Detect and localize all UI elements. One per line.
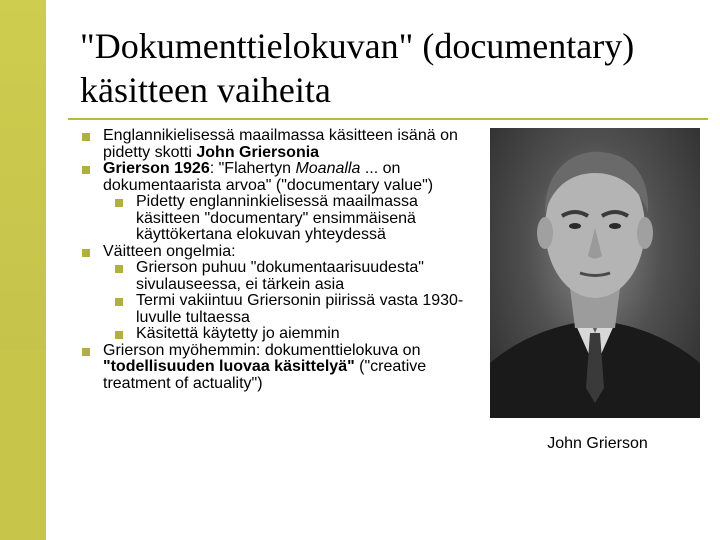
bullet-square-icon <box>115 298 123 306</box>
bullet-text: Grierson myöhemmin: dokumenttielokuva on <box>103 341 421 359</box>
slide-title <box>80 24 700 112</box>
bullet-square-icon <box>82 166 90 174</box>
sub-bullet-item <box>115 293 482 326</box>
bullet-square-icon <box>115 265 123 273</box>
photo-caption: John Grierson <box>547 435 648 452</box>
bullet-text: ... on dokumentaarista arvoa" ("documentary value") <box>103 160 434 194</box>
bullet-text: Käsitettä käytetty jo aiemmin <box>136 325 340 342</box>
bullet-text: Grierson puhuu "dokumentaarisuudesta" sivulauseessa, ei tärkein asia <box>136 259 424 293</box>
bullet-text: Väitteen ongelmia: <box>103 242 236 260</box>
bullet-list <box>82 128 482 392</box>
title-divider <box>68 118 708 120</box>
bullet-square-icon <box>82 249 90 257</box>
bullet-item <box>82 244 482 261</box>
sub-bullet-item <box>115 326 482 343</box>
bullet-square-icon <box>82 133 90 141</box>
bullet-square-icon <box>82 348 90 356</box>
bullet-text: Moanalla <box>295 160 361 177</box>
bullet-text: Pidetty englanninkielisessä maailmassa käsitteen "documentary" ensimmäisenä käyttökertana elokuvan yhteydessä <box>136 193 418 243</box>
bullet-text: Termi vakiintuu Griersonin piirissä vasta 1930-luvulle tultaessa <box>136 292 464 326</box>
side-accent-bar-top <box>0 0 46 350</box>
bullet-square-icon <box>115 199 123 207</box>
bullet-square-icon <box>115 331 123 339</box>
bullet-item <box>82 128 482 161</box>
side-accent-bar <box>0 0 46 540</box>
sub-bullet-item <box>115 194 482 244</box>
bullet-item <box>82 343 482 393</box>
portrait-photo <box>490 128 700 418</box>
bullet-text: : "Flahertyn <box>209 160 296 177</box>
portrait-illustration <box>490 128 700 418</box>
slide-title-line-1: "Dokumenttielokuvan" (documentary) <box>80 26 635 66</box>
bullet-text: "todellisuuden luovaa käsittelyä" <box>103 358 355 375</box>
bullet-text: Grierson 1926 <box>103 160 210 177</box>
slide-title-line-2: käsitteen vaiheita <box>80 70 331 110</box>
bullet-text: John Griersonia <box>196 143 320 161</box>
bullet-item <box>82 161 482 194</box>
bullet-text: Englannikielisessä maailmassa käsitteen isänä on pidetty skotti <box>103 127 458 161</box>
sub-bullet-item <box>115 260 482 293</box>
bullet-text: ("creative treatment of actuality") <box>103 358 427 392</box>
